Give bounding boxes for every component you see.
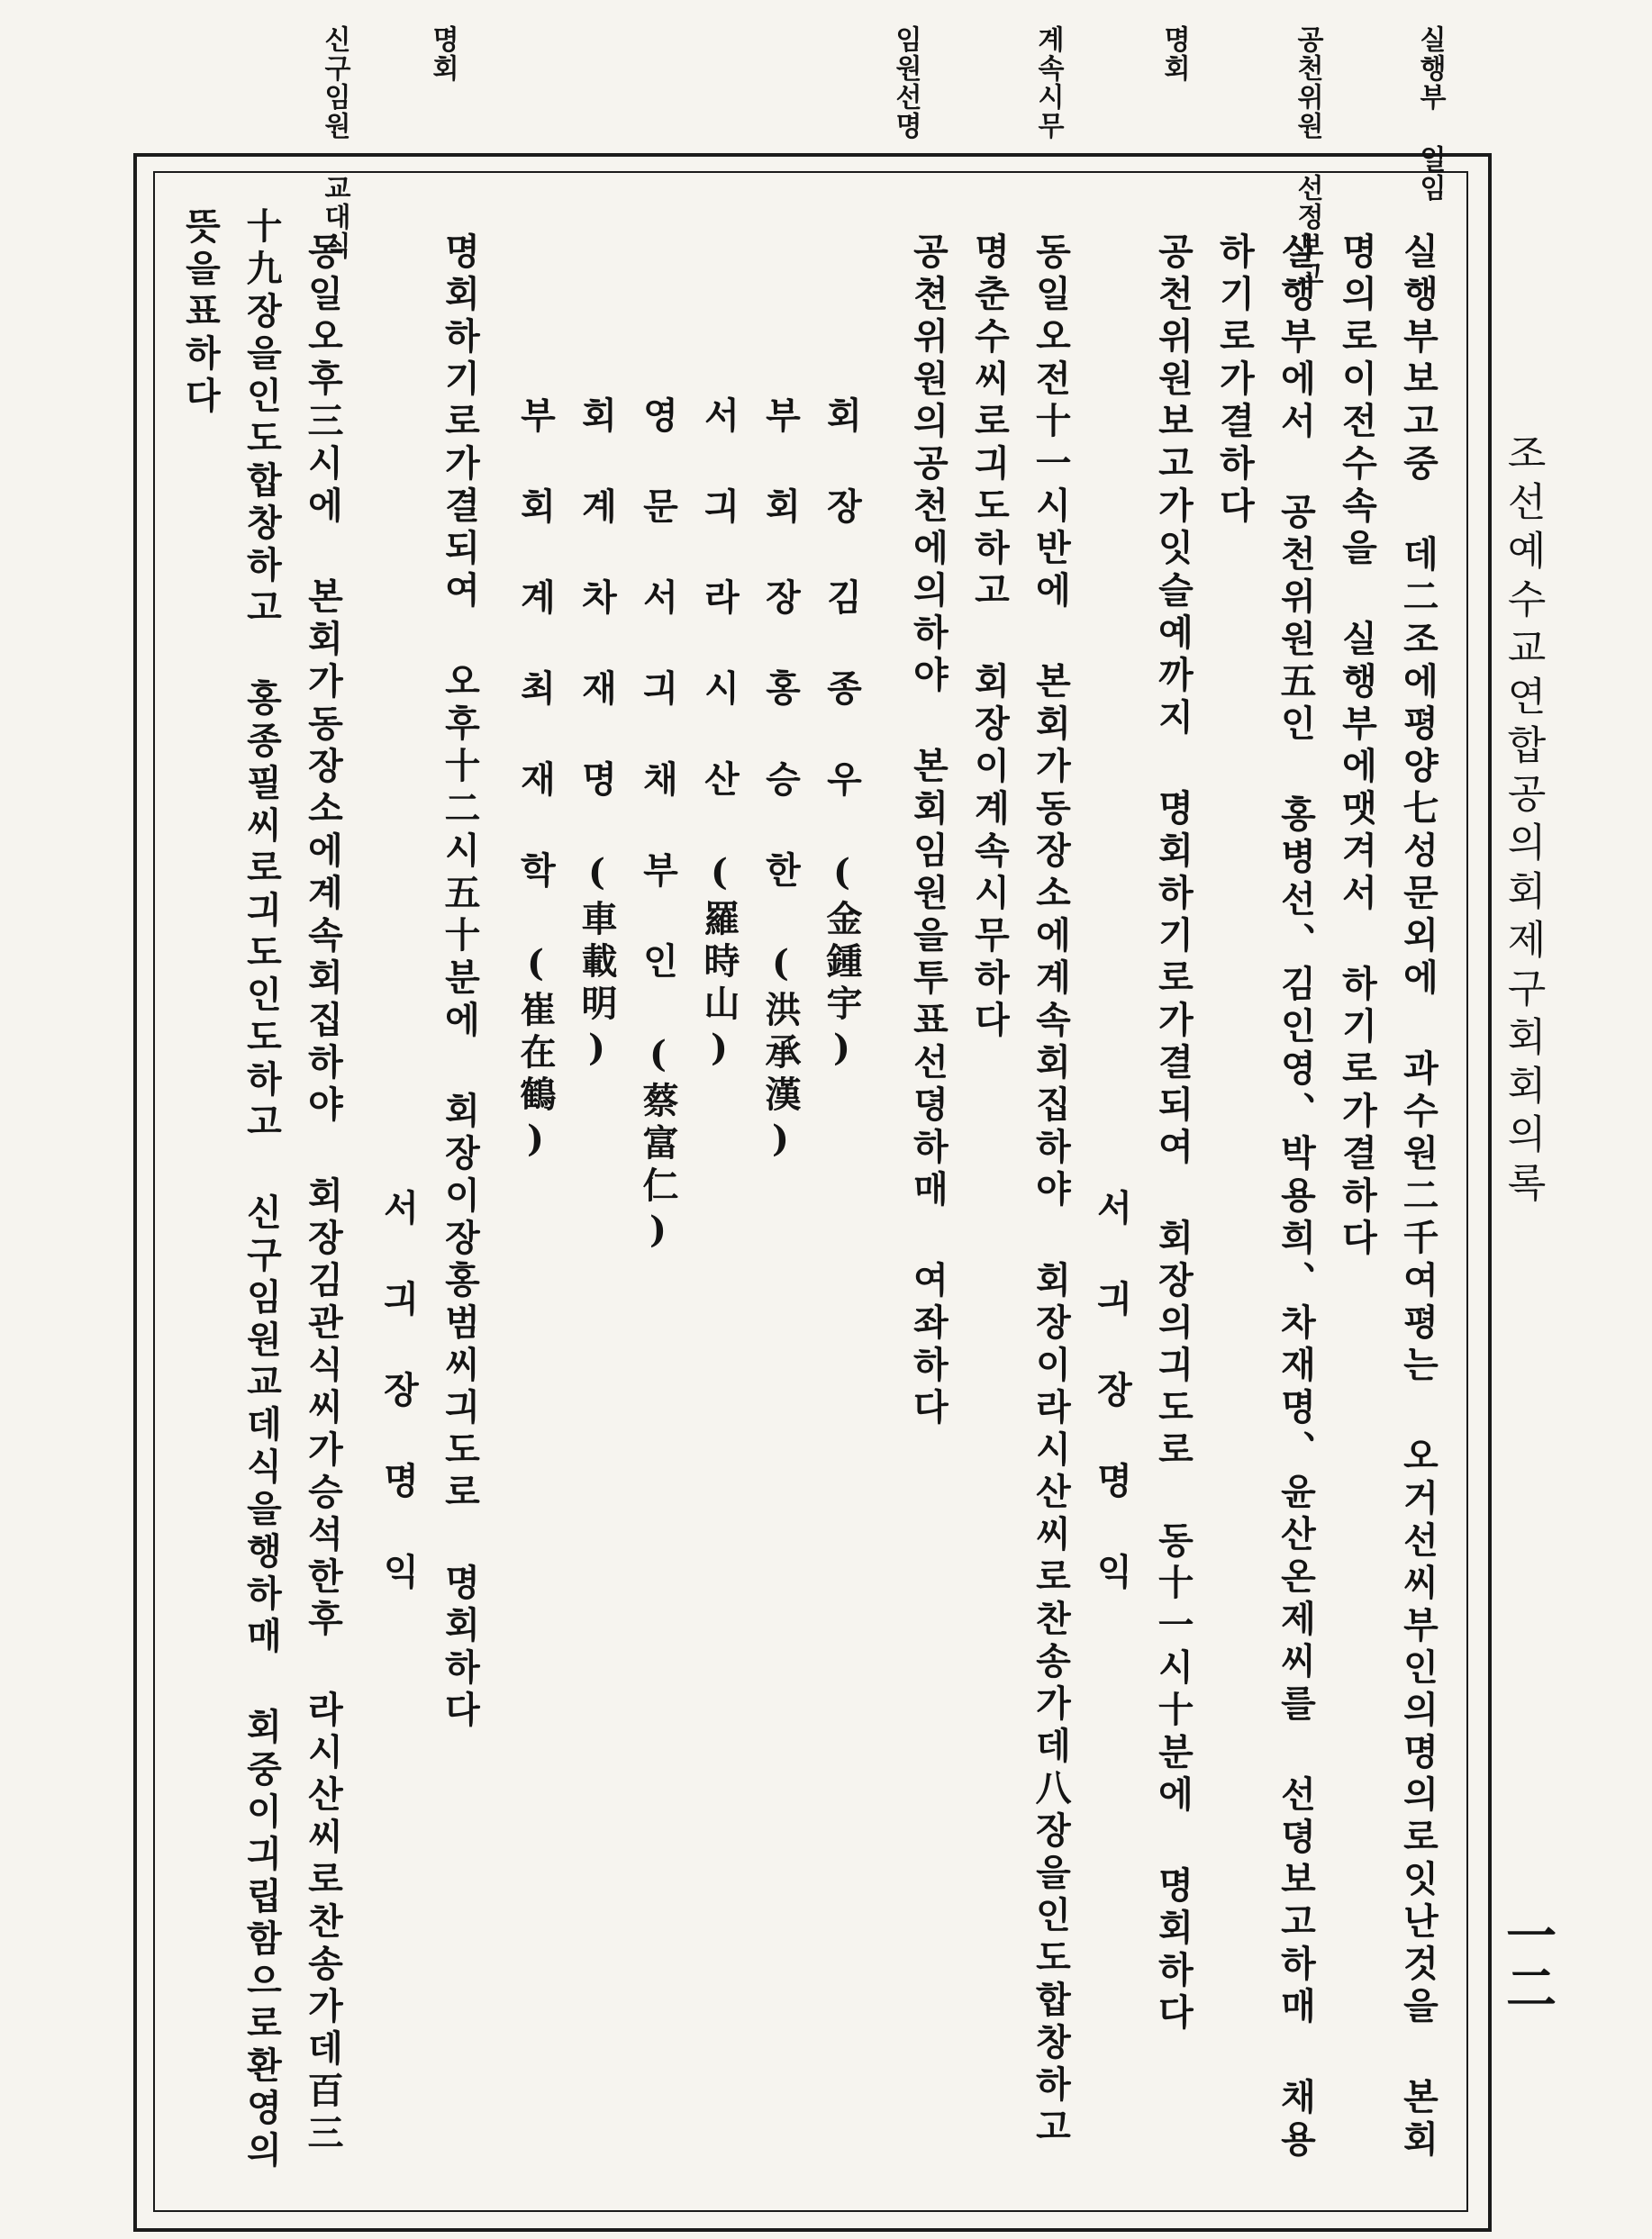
officer-line: 회 계 차 재 명 (車載明) <box>576 396 618 1075</box>
body-line: 동일오전十一시반에 본회가동장소에계속회집하야 회장이라시산씨로찬송가데八장을인도합창하고 <box>1030 232 1072 2150</box>
body-line: 뜻을표하다 <box>179 207 222 419</box>
margin-note: 계속시무 <box>1032 25 1064 141</box>
body-line: 十九장을인도합창하고 홍종필씨로긔도인도하고 신구임원교데식을행하매 회중이긔립함으로환영의 <box>241 207 283 2173</box>
body-line: 명회하기로가결되여 오후十二시五十분에 회장이장홍범씨긔도로 명회하다 <box>439 232 481 1733</box>
margin-note: 임원선명 <box>890 25 921 141</box>
officer-line: 서 긔 라 시 산 (羅時山) <box>698 396 740 1075</box>
officer-line: 회 장 김 종 우 (金鍾宇) <box>821 396 863 1075</box>
body-line: 공쳔위원의공천에의하야 본회임원을투표선뎡하매 여좌하다 <box>907 232 949 1430</box>
page-number: 一二 <box>1498 1909 1557 2014</box>
margin-note: 실행부 일임 <box>1414 25 1446 203</box>
margin-note: 신구임원 교대식 <box>319 25 350 260</box>
body-line: 실행부에서 공천위원五인 홍병선、김인영、박용희、차재명、윤산온제씨를 선뎡보고하매 채용 <box>1275 232 1317 2162</box>
signature-line: 서 긔 장 명 익 <box>377 1189 420 1595</box>
body-line: 동일오후三시에 본회가동장소에계속회집하야 회장김관식씨가승석한후 라시산씨로찬송가데百三 <box>302 232 344 2156</box>
body-line: 공천위원보고가잇슬예까지 명회하기로가결되여 회장의긔도로 동十一시十분에 명회하다 <box>1152 232 1194 2035</box>
margin-note: 명회 <box>427 25 458 83</box>
body-line: 하기로가결하다 <box>1213 232 1256 529</box>
body-line: 실행부보고중 데二조에평양七성문외에 과수원二千여평는 오거선씨부인의명의로잇난것을 본회 <box>1397 232 1439 2162</box>
page-frame-inner <box>153 171 1468 2212</box>
body-line: 명춘수씨로긔도하고 회장이계속시무하다 <box>968 232 1011 1043</box>
signature-line: 서 긔 장 명 익 <box>1091 1189 1133 1595</box>
margin-note: 명회 <box>1158 25 1190 83</box>
officer-line: 부 회 계 최 재 학 (崔在鶴) <box>514 396 557 1166</box>
officer-line: 부 회 장 홍 승 한 (洪承漢) <box>759 396 802 1166</box>
margin-note: 공천위원 선정보고 <box>1292 25 1323 289</box>
body-line: 명의로이전수속을 실행부에맷겨서 하기로가결하다 <box>1336 232 1378 1261</box>
running-title: 조선예수교연합공의회제구회회의록 <box>1500 432 1546 1210</box>
officer-line: 영 문 서 긔 채 부 인 (蔡富仁) <box>637 396 679 1257</box>
